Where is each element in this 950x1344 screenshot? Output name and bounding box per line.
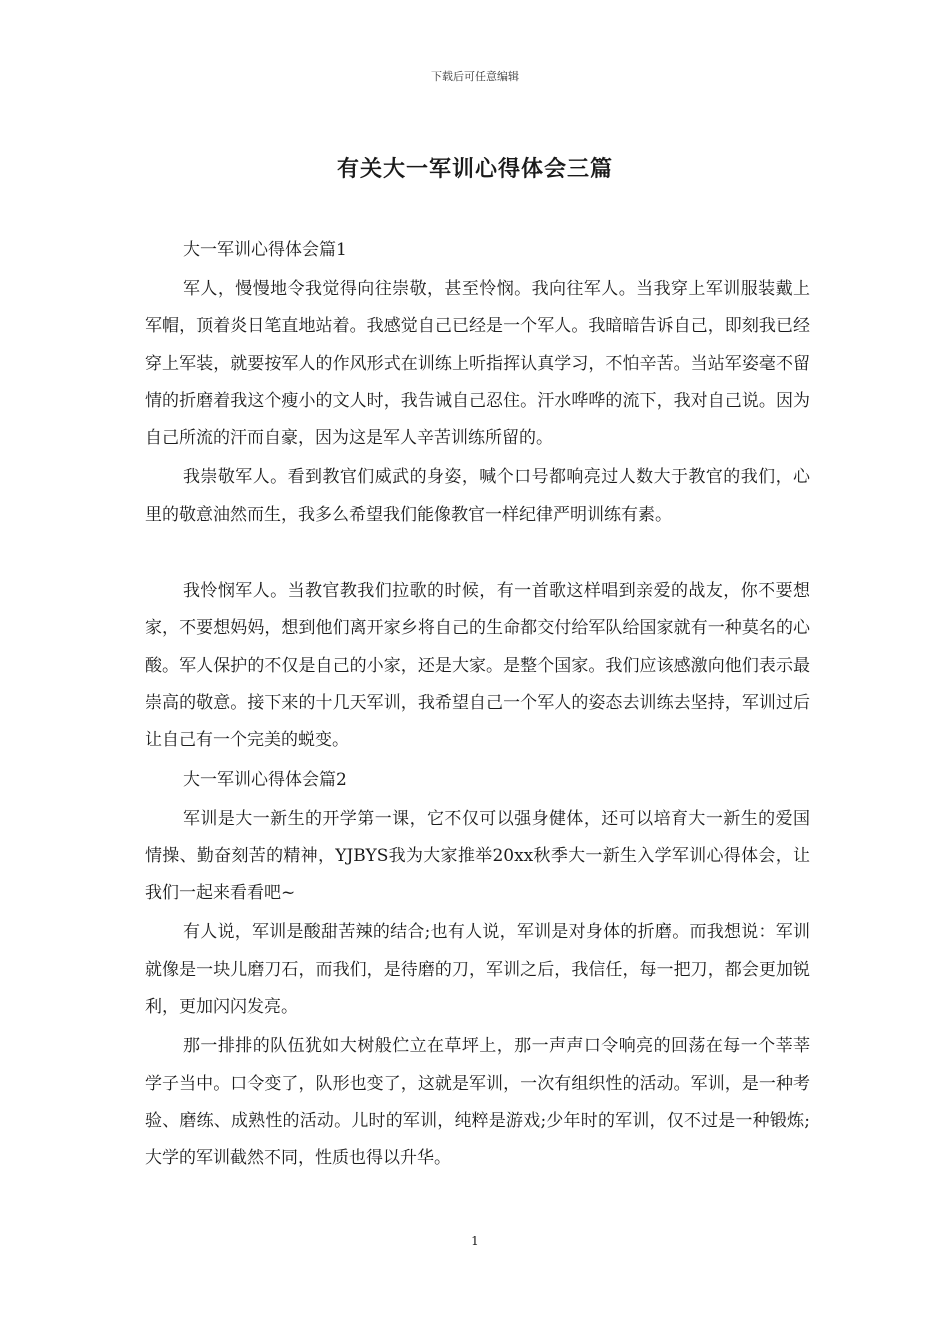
document-body bbox=[145, 232, 810, 1180]
section-heading-1: 大一军训心得体会篇1 bbox=[183, 240, 347, 260]
paragraph: 军训是大一新生的开学第一课，它不仅可以强身健体，还可以培育大一新生的爱国情操、勤奋刻苦的精神，YJBYS我为大家推举20xx秋季大一新生入学军训心得体会，让我们一起来看看吧~ bbox=[145, 808, 810, 904]
paragraph: 军人，慢慢地令我觉得向往崇敬，甚至怜悯。我向往军人。当我穿上军训服装戴上军帽，顶着炎日笔直地站着。我感觉自己已经是一个军人。我暗暗告诉自己，即刻我已经穿上军装，就要按军人的作风形式在训练上听指挥认真学习，不怕辛苦。当站军姿毫不留情的折磨着我这个瘦小的文人时，我告诫自己忍住。汗水哗哗的流下，我对自己说。因为自己所流的汗而自豪，因为这是军人辛苦训练所留的。 bbox=[145, 279, 810, 449]
header-note: 下载后可任意编辑 bbox=[431, 70, 519, 83]
page-number: 1 bbox=[471, 1234, 479, 1248]
paragraph: 那一排排的队伍犹如大树般伫立在草坪上，那一声声口令响亮的回荡在每一个莘莘学子当中。口令变了，队形也变了，这就是军训，一次有组织性的活动。军训，是一种考验、磨练、成熟性的活动。儿时的军训，纯粹是游戏;少年时的军训，仅不过是一种锻炼;大学的军训截然不同，性质也得以升华。 bbox=[145, 1036, 810, 1169]
document-title: 有关大一军训心得体会三篇 bbox=[336, 156, 613, 182]
paragraph: 我怜悯军人。当教官教我们拉歌的时候，有一首歌这样唱到亲爱的战友，你不要想家，不要想妈妈，想到他们离开家乡将自己的生命都交付给军队给国家就有一种莫名的心酸。军人保护的不仅是自己的小家，还是大家。是整个国家。我们应该感激向他们表示最崇高的敬意。接下来的十几天军训，我希望自己一个军人的姿态去训练去坚持，军训过后让自己有一个完美的蜕变。 bbox=[145, 581, 810, 751]
section-heading-2: 大一军训心得体会篇2 bbox=[183, 769, 347, 790]
paragraph: 我崇敬军人。看到教官们威武的身姿，喊个口号都响亮过人数大于教官的我们，心里的敬意油然而生，我多么希望我们能像教官一样纪律严明训练有素。 bbox=[145, 467, 810, 525]
paragraph: 有人说，军训是酸甜苦辣的结合;也有人说，军训是对身体的折磨。而我想说：军训就像是一块儿磨刀石，而我们，是待磨的刀，军训之后，我信任，每一把刀，都会更加锐利，更加闪闪发亮。 bbox=[145, 922, 810, 1018]
